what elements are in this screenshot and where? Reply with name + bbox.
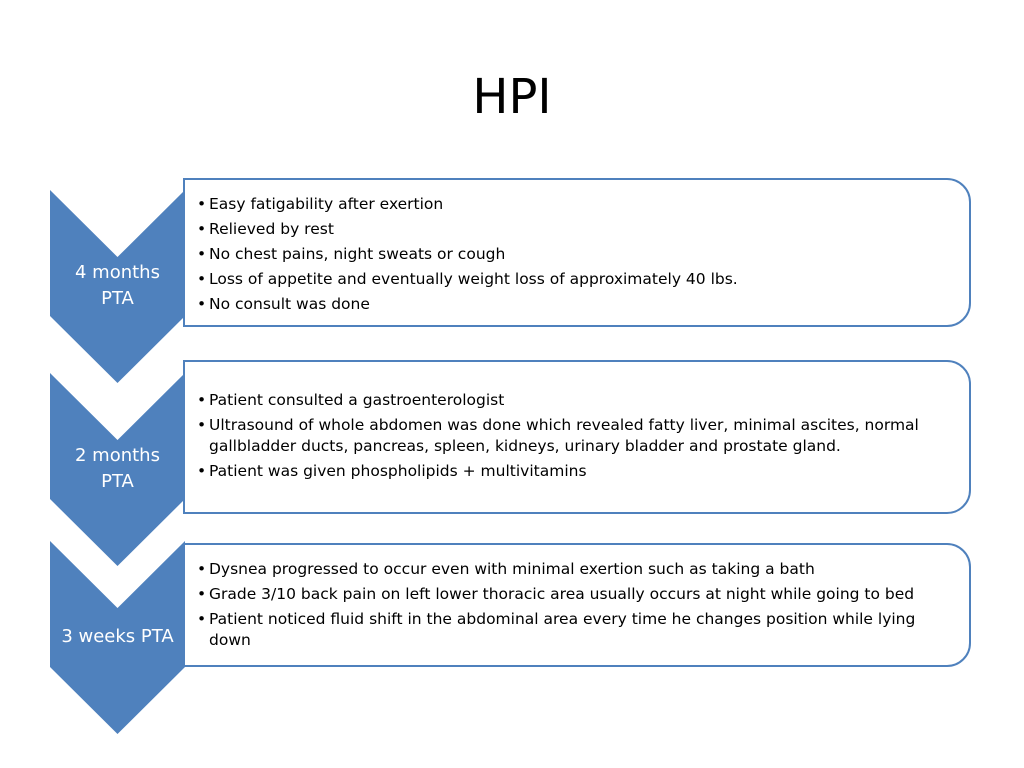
- detail-bullet: • Patient consulted a gastroenterologist: [185, 390, 969, 411]
- timeline-period-label: [50, 624, 185, 650]
- detail-bullet: • Patient noticed fluid shift in the abdominal area every time he changes position while lying down: [185, 609, 969, 651]
- period-label-line1: 3 weeks PTA: [61, 626, 174, 647]
- detail-bullet: • Easy fatigability after exertion: [185, 194, 969, 215]
- detail-bullet-list: [185, 390, 969, 482]
- timeline-detail-panel-3: [183, 543, 971, 667]
- detail-bullet-list: [185, 559, 969, 651]
- period-label-line1: 2 months: [75, 445, 160, 466]
- detail-bullet: • No chest pains, night sweats or cough: [185, 244, 969, 265]
- detail-bullet: • Relieved by rest: [185, 219, 969, 240]
- detail-bullet: • Ultrasound of whole abdomen was done which revealed fatty liver, minimal ascites, normal gallbladder ducts, pancreas, spleen, kidneys, urinary bladder and prostate gland.: [185, 415, 969, 457]
- timeline-period-label: [50, 260, 185, 312]
- detail-bullet-list: [185, 194, 969, 315]
- period-label-line2: PTA: [101, 288, 134, 309]
- timeline-chevron-1: [50, 190, 185, 383]
- detail-bullet: • Grade 3/10 back pain on left lower thoracic area usually occurs at night while going to bed: [185, 584, 969, 605]
- period-label-line2: PTA: [101, 471, 134, 492]
- timeline-period-label: [50, 443, 185, 495]
- timeline-detail-panel-2: [183, 360, 971, 514]
- detail-bullet: • Dysnea progressed to occur even with minimal exertion such as taking a bath: [185, 559, 969, 580]
- detail-bullet: • Loss of appetite and eventually weight loss of approximately 40 lbs.: [185, 269, 969, 290]
- detail-bullet: • No consult was done: [185, 294, 969, 315]
- detail-bullet: • Patient was given phospholipids + multivitamins: [185, 461, 969, 482]
- timeline-chevron-2: [50, 373, 185, 566]
- slide-title: HPI: [472, 69, 552, 125]
- timeline-detail-panel-1: [183, 178, 971, 327]
- period-label-line1: 4 months: [75, 262, 160, 283]
- timeline-chevron-3: [50, 541, 185, 734]
